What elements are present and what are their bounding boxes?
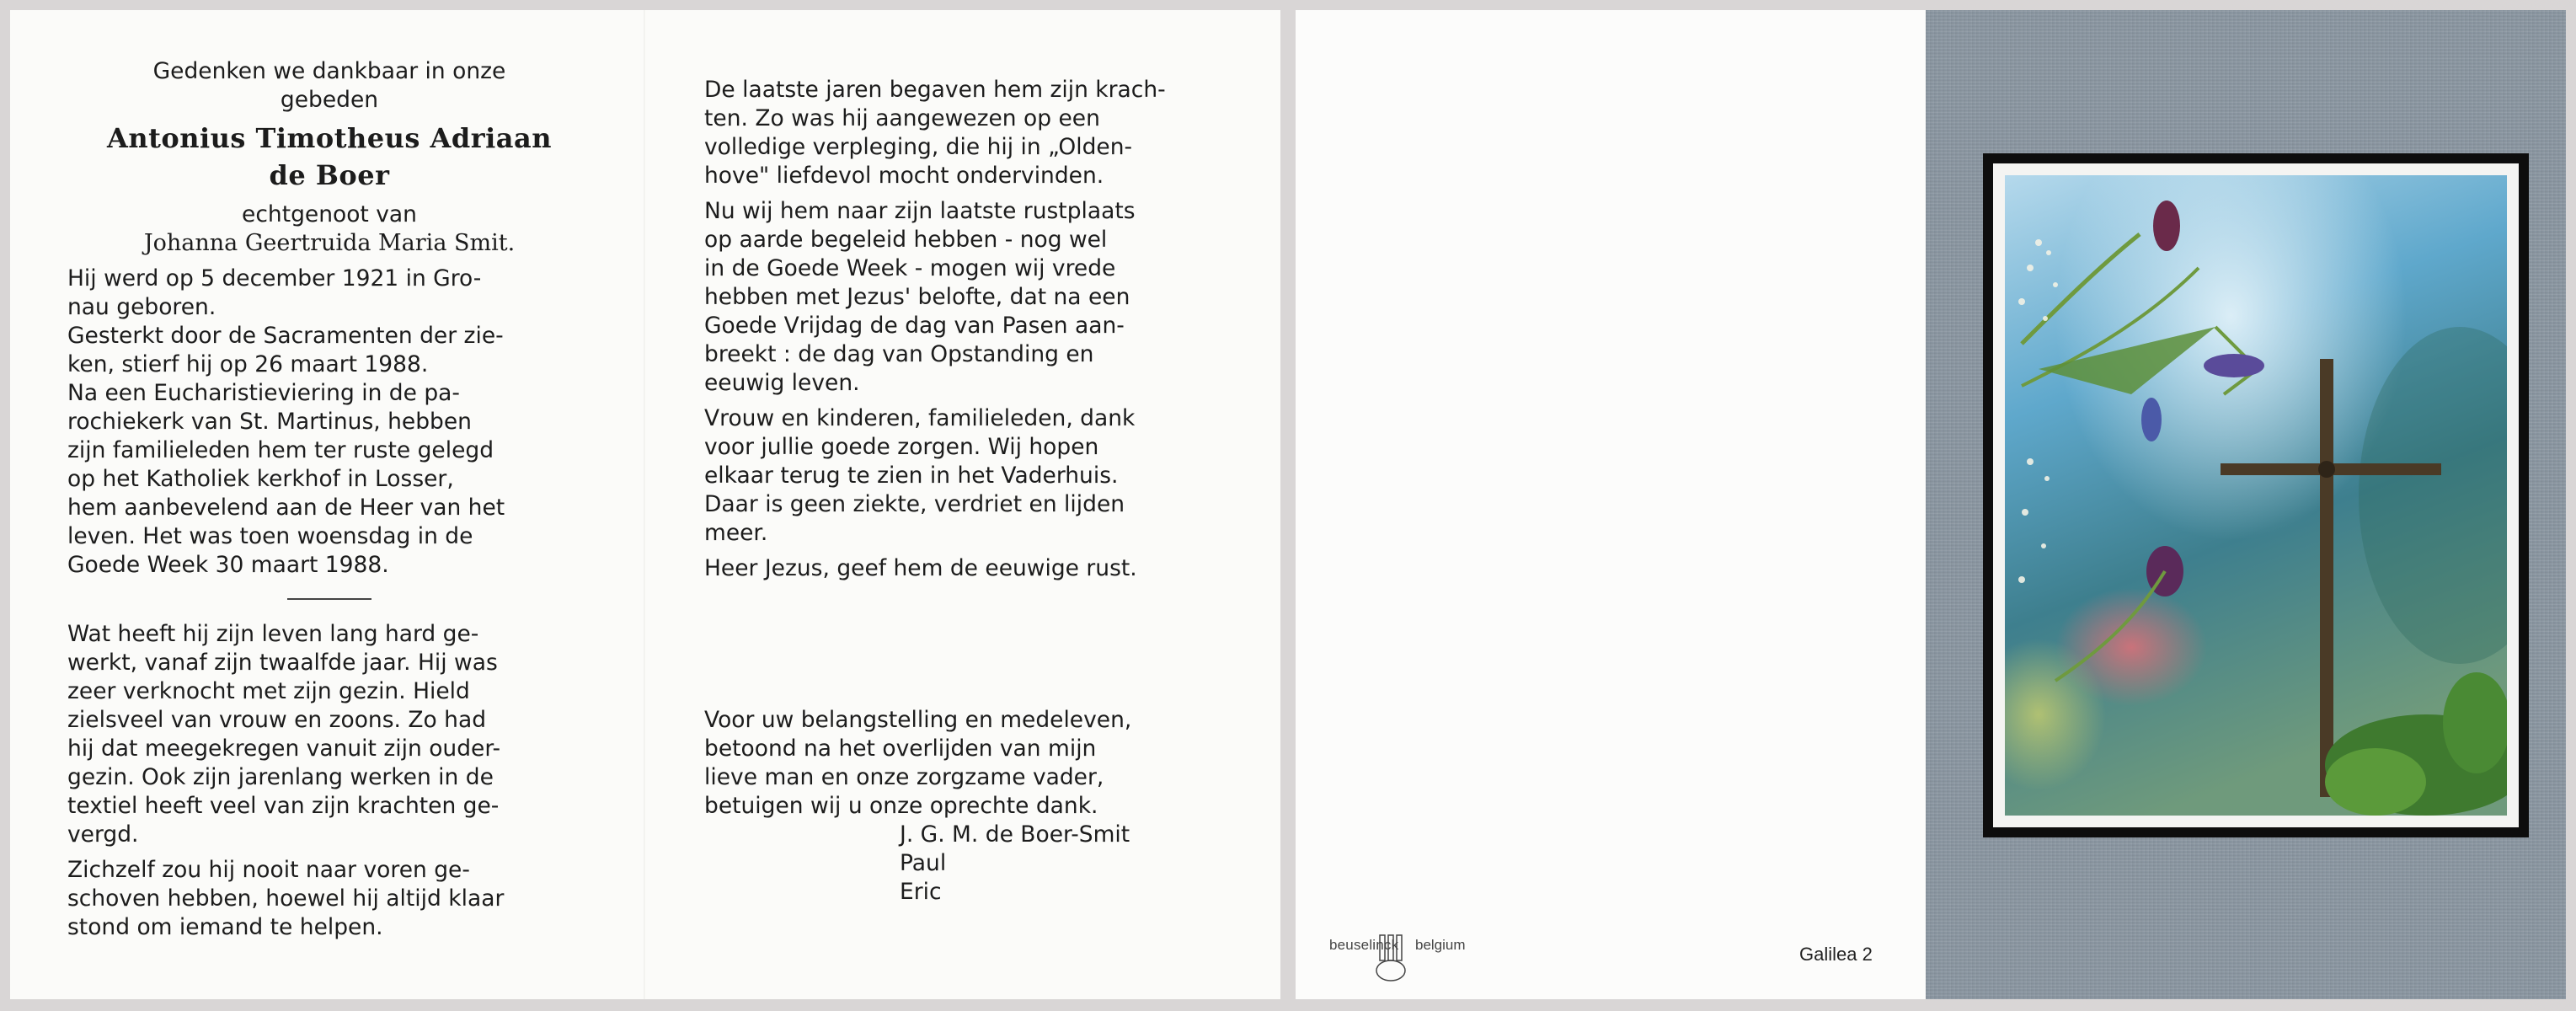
text-line: ken, stierf hij op 26 maart 1988.	[67, 351, 429, 377]
text-line: lieve man en onze zorgzame vader,	[704, 764, 1104, 790]
signature-son-2: Eric	[900, 879, 942, 905]
text-line: Hij werd op 5 december 1921 in Gro-	[67, 265, 482, 292]
publisher-country: belgium	[1415, 937, 1466, 953]
text-line: textiel heeft veel van zijn krachten ge-	[67, 793, 500, 819]
signatures	[704, 821, 1233, 907]
text-line: Na een Eucharistieviering in de pa-	[67, 380, 460, 406]
opening-line-1: Gedenken we dankbaar in onze	[152, 58, 506, 84]
acknowledgement-paragraph	[704, 706, 1233, 821]
family-thanks-paragraph	[704, 404, 1233, 548]
last-years-paragraph	[704, 76, 1233, 190]
spouse-intro: echtgenoot van	[242, 201, 417, 227]
text-line: Wat heeft hij zijn leven lang hard ge-	[67, 621, 479, 647]
separator-line	[287, 598, 371, 600]
signature-widow: J. G. M. de Boer-Smit	[900, 821, 1130, 848]
resting-place-paragraph	[704, 197, 1233, 398]
text-line: eeuwig leven.	[704, 370, 860, 396]
text-line: Nu wij hem naar zijn laatste rustplaats	[704, 198, 1136, 224]
text-line: betoond na het overlijden van mijn	[704, 736, 1097, 762]
text-line: elkaar terug te zien in het Vaderhuis.	[704, 463, 1119, 489]
publisher-logo	[1329, 933, 1464, 984]
card-fold	[644, 10, 645, 999]
cross-photo-illustration	[2005, 175, 2507, 816]
text-line: Zichzelf zou hij nooit naar voren ge-	[67, 857, 470, 883]
text-line: werkt, vanaf zijn twaalfde jaar. Hij was	[67, 650, 498, 676]
deceased-name	[67, 120, 591, 194]
text-line: vergd.	[67, 821, 139, 848]
spouse-name: Johanna Geertruida Maria Smit.	[143, 230, 516, 256]
text-line: zijn familieleden hem ter ruste gelegd	[67, 437, 494, 463]
text-line: betuigen wij u onze oprechte dank.	[704, 793, 1098, 819]
helpfulness-paragraph	[67, 856, 591, 942]
text-line: hij dat meegekregen vanuit zijn ouder-	[67, 736, 501, 762]
text-line: leven. Het was toen woensdag in de	[67, 523, 473, 549]
text-line: gezin. Ook zijn jarenlang werken in de	[67, 764, 494, 790]
text-line: volledige verpleging, die hij in „Olden-	[704, 134, 1133, 160]
text-line: in de Goede Week - mogen wij vrede	[704, 255, 1116, 281]
text-line: zeer verknocht met zijn gezin. Hield	[67, 678, 470, 704]
cross-with-flowers-photo	[2005, 175, 2507, 816]
photo-mat	[1993, 163, 2519, 827]
text-line: meer.	[704, 520, 768, 546]
photo-frame	[1983, 153, 2529, 837]
text-line: zielsveel van vrouw en zoons. Zo had	[67, 707, 487, 733]
text-line: Daar is geen ziekte, verdriet en lijden	[704, 491, 1125, 517]
text-line: op het Katholiek kerkhof in Losser,	[67, 466, 454, 492]
inside-right-column	[704, 76, 1233, 907]
deceased-name-line-2: de Boer	[269, 159, 390, 191]
text-line: rochiekerk van St. Martinus, hebben	[67, 409, 472, 435]
deceased-name-line-1: Antonius Timotheus Adriaan	[106, 122, 552, 154]
text-line: breekt : de dag van Opstanding en	[704, 341, 1094, 367]
life-paragraph	[67, 620, 591, 849]
text-line: voor jullie goede zorgen. Wij hopen	[704, 434, 1099, 460]
text-line: Gesterkt door de Sacramenten der zie-	[67, 323, 504, 349]
signature-son-1: Paul	[900, 850, 947, 876]
text-line: op aarde begeleid hebben - nog wel	[704, 227, 1108, 253]
publisher-mark-icon	[1373, 933, 1408, 982]
text-line: Goede Vrijdag de dag van Pasen aan-	[704, 313, 1125, 339]
opening-line	[67, 57, 591, 115]
prayer-line: Heer Jezus, geef hem de eeuwige rust.	[704, 555, 1137, 581]
inside-left-column	[67, 57, 591, 942]
text-line: Vrouw en kinderen, familieleden, dank	[704, 405, 1136, 431]
text-line: stond om iemand te helpen.	[67, 914, 383, 940]
text-line: Voor uw belangstelling en medeleven,	[704, 707, 1132, 733]
text-line: nau geboren.	[67, 294, 216, 320]
text-line: ten. Zo was hij aangewezen op een	[704, 105, 1100, 131]
text-line: Goede Week 30 maart 1988.	[67, 552, 389, 578]
opening-line-2: gebeden	[280, 87, 379, 113]
text-line: hebben met Jezus' belofte, dat na een	[704, 284, 1130, 310]
biography-paragraph	[67, 265, 591, 580]
series-label: Galilea 2	[1799, 944, 1873, 965]
text-line: hove" liefdevol mocht ondervinden.	[704, 163, 1104, 189]
text-line: De laatste jaren begaven hem zijn krach-	[704, 77, 1166, 103]
text-line: hem aanbevelend aan de Heer van het	[67, 495, 505, 521]
text-line: schoven hebben, hoewel hij altijd klaar	[67, 885, 505, 912]
publisher-name: beuselinck	[1329, 937, 1399, 953]
